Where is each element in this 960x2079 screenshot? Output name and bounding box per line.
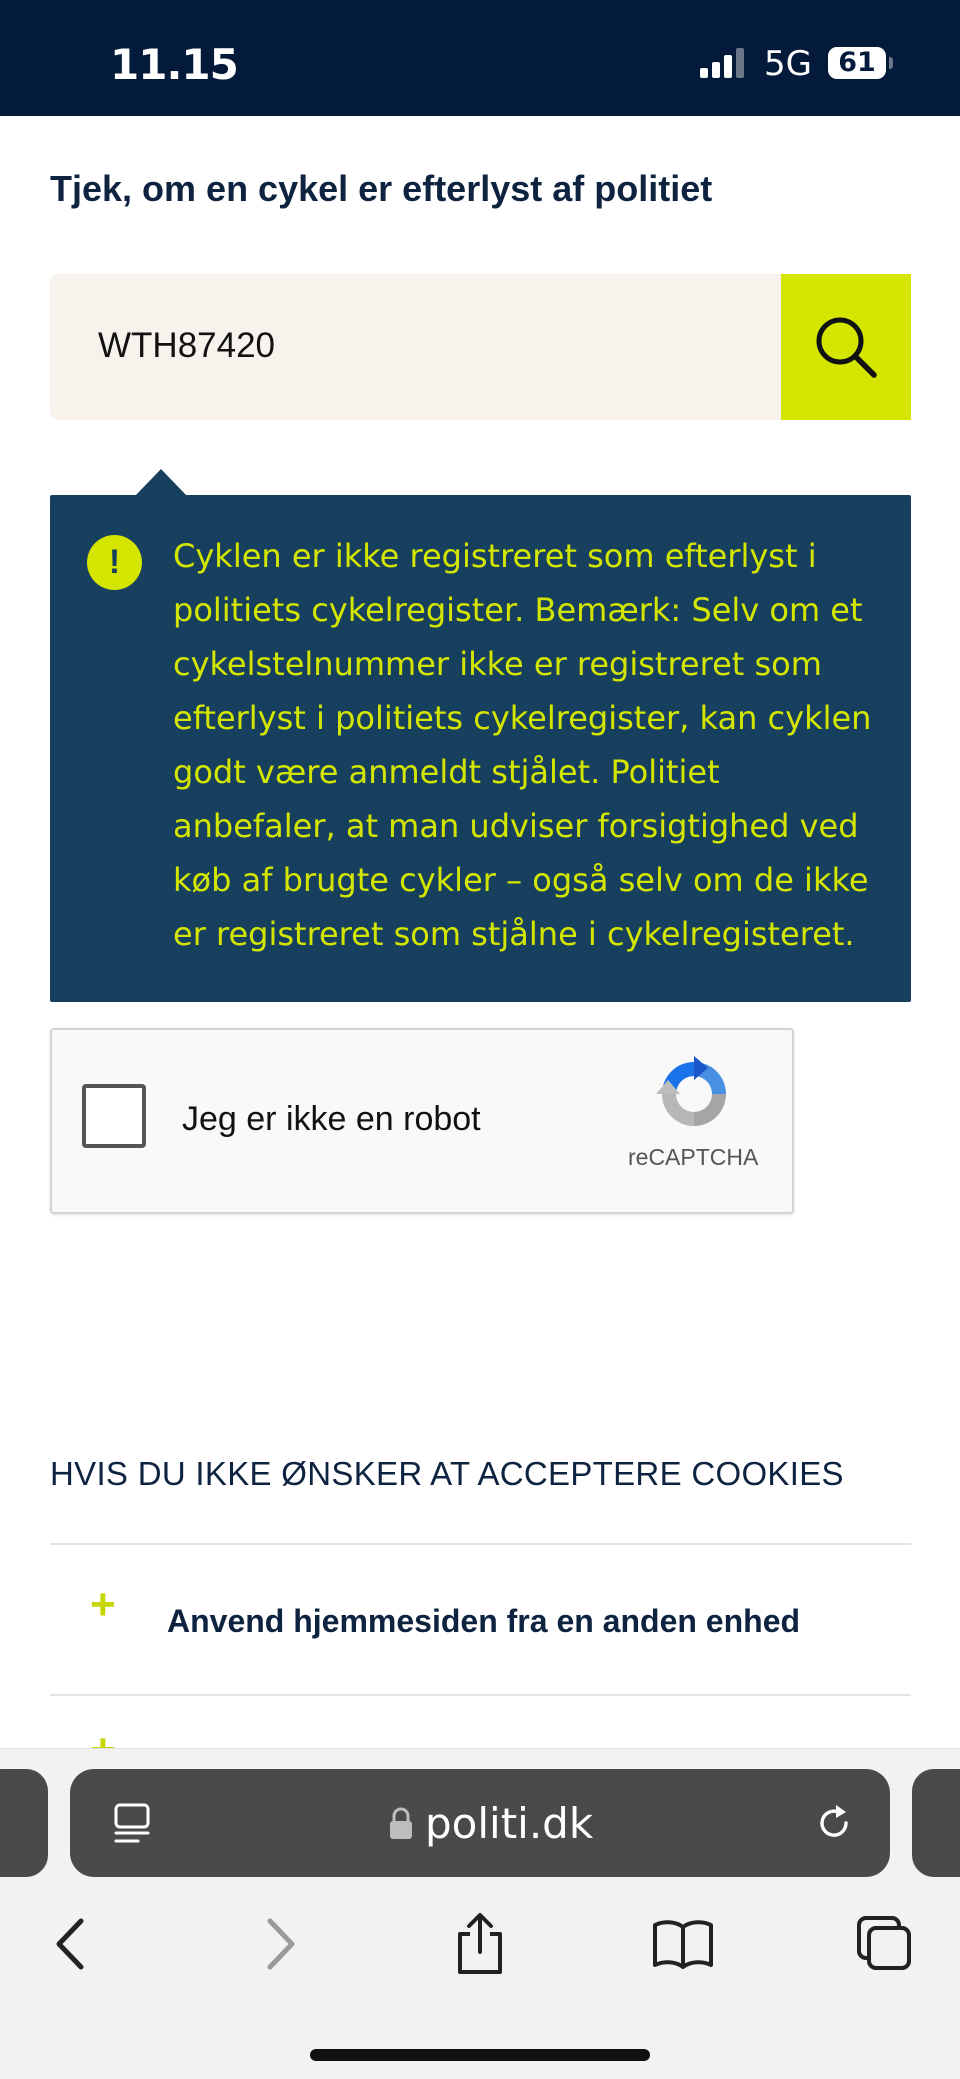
- share-button[interactable]: [445, 1909, 515, 1979]
- recaptcha-brand: reCAPTCHA: [628, 1144, 759, 1170]
- back-button[interactable]: [36, 1909, 106, 1979]
- recaptcha-label: Jeg er ikke en robot: [182, 1100, 481, 1138]
- next-tab-preview[interactable]: [912, 1769, 960, 1877]
- divider: [50, 1543, 911, 1545]
- previous-tab-preview[interactable]: [0, 1769, 48, 1877]
- back-icon: [51, 1917, 91, 1971]
- bookmarks-button[interactable]: [648, 1909, 718, 1979]
- bookmarks-icon: [651, 1917, 715, 1971]
- search-input[interactable]: [50, 274, 781, 420]
- battery-tip: [889, 57, 893, 69]
- forward-icon: [260, 1917, 300, 1971]
- tabs-button[interactable]: [850, 1909, 920, 1979]
- signal-icon: [700, 48, 750, 78]
- home-indicator: [310, 2049, 650, 2061]
- status-bar: [0, 0, 960, 116]
- reload-icon[interactable]: [812, 1801, 856, 1845]
- accordion-item-other-device[interactable]: Anvend hjemmesiden fra en anden enhed: [167, 1603, 801, 1639]
- recaptcha-checkbox[interactable]: [82, 1084, 146, 1148]
- search-button[interactable]: [781, 274, 911, 420]
- url-text: politi.dk: [425, 1799, 594, 1848]
- reader-icon[interactable]: [110, 1801, 154, 1845]
- forward-button[interactable]: [245, 1909, 315, 1979]
- recaptcha-logo-icon: [654, 1054, 734, 1134]
- result-message: Cyklen er ikke registreret som efterlyst i politiets cykelregister. Bemærk: Selv om et cykelstelnummer ikke er registreret som efterlyst i politiets cykelregister, kan cyklen godt være anmeldt stjålet. Politiet anbefaler, at man udviser forsigtighed ved køb af brugte cykler – også selv om de ikke er registreret som stjålne i cykelregisteret.: [173, 537, 872, 953]
- status-time: 11.15: [110, 40, 238, 89]
- network-type: 5G: [764, 44, 812, 84]
- result-panel: [50, 495, 911, 1002]
- plus-icon[interactable]: +: [90, 1580, 116, 1629]
- address-bar[interactable]: [70, 1769, 890, 1877]
- recaptcha-widget: [50, 1028, 794, 1214]
- divider: [50, 1694, 911, 1696]
- page-title: Tjek, om en cykel er efterlyst af politiet: [50, 168, 713, 209]
- tabs-icon: [855, 1914, 915, 1974]
- lock-icon: [388, 1807, 414, 1841]
- battery-icon: 61: [828, 47, 886, 79]
- cookies-heading: HVIS DU IKKE ØNSKER AT ACCEPTERE COOKIES: [50, 1455, 844, 1492]
- exclamation-icon: !: [87, 535, 142, 590]
- result-pointer: [135, 469, 187, 496]
- search-value: WTH87420: [98, 326, 276, 365]
- search-icon: [810, 311, 882, 383]
- browser-toolbar: [0, 1748, 960, 2079]
- share-icon: [452, 1912, 508, 1976]
